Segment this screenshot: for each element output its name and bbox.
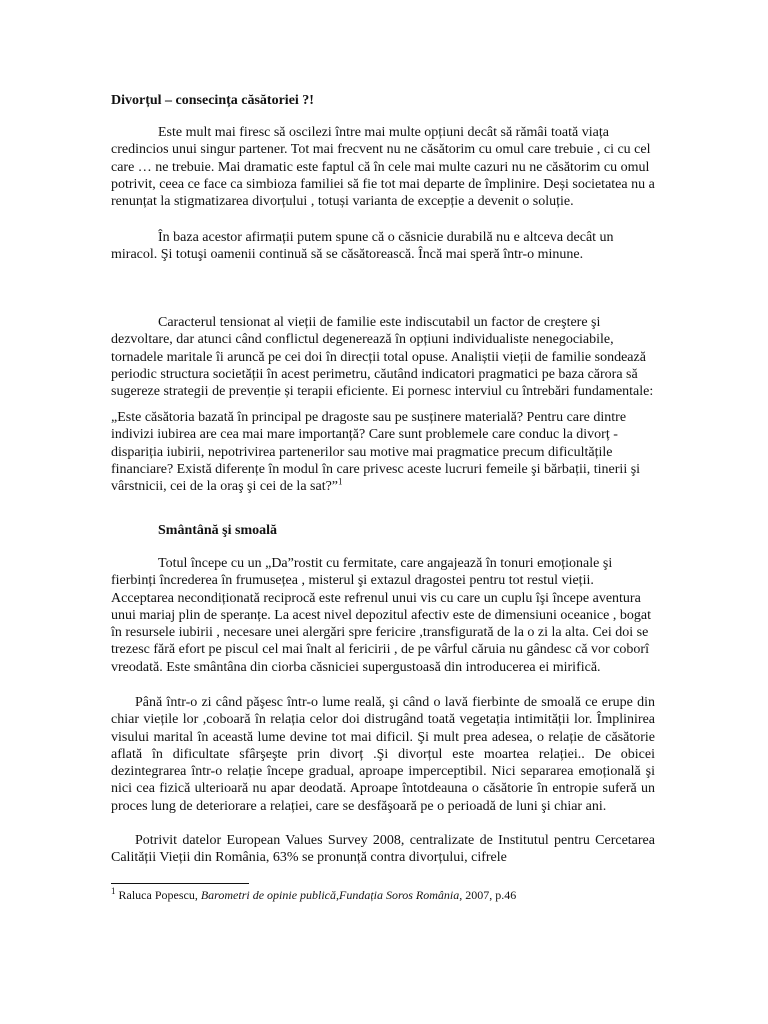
paragraph-survey: Potrivit datelor European Values Survey 2008, centralizate de Institutul pentru Cercetarea Calității Vieții din România, 63% se pronunță contra divorțului, cifrele <box>111 833 655 866</box>
section-subtitle: Smântână şi smoală <box>158 523 278 538</box>
footnote <box>111 888 671 903</box>
quote-text: „Este căsătoria bazată în principal pe dragoste sau pe susținere materială? Pentru care dintre indivizi iubirea are cea mai mare importanță? Care sunt problemele care conduc la divorț - dispariția iubirii, nepotrivirea partenerilor sau motive mai pragmatice precum dificultățile financiare? Există diferențe în modul în care privesc aceste lucruri femeile şi bărbații, tinerii şi vârstnicii, cei de la oraş şi cei de la sat?” <box>111 410 641 494</box>
paragraph-reality: Până într-o zi când păşesc într-o lume reală, şi când o lavă fierbinte de smoală ce erupe din chiar viețile lor ,coboară în relația celor doi distrugând toată vegetația intimității lor. Împlinirea visului marital în această lume devine tot mai dificil. Şi mult prea adesea, o relație de căsătorie aflată în dificultate sfârşeşte prin divorț .Şi divorțul este moartea relației.. De obicei dezintegrarea într-o relație începe gradual, aproape imperceptibil. Nici separarea emoțională şi nici cea fizică ulterioară nu apar deodată. Aproape întotdeauna o căsătorie în entropie suferă un proces lung de deteriorare a relației, care se desfăşoară pe o perioadă de luni şi chiar ani. <box>111 695 655 814</box>
footnote-number: 1 <box>111 886 116 896</box>
paragraph-quote <box>111 409 655 495</box>
footnote-reference: 1 <box>338 476 343 487</box>
paragraph-miracle: În baza acestor afirmații putem spune că o căsnicie durabilă nu e altceva decât un miracol. Şi totuşi oamenii continuă să se căsătorească. Încă mai speră într-o minune. <box>111 230 614 263</box>
footnote-author: Raluca Popescu, <box>118 888 201 902</box>
footnote-separator <box>111 883 249 884</box>
footnote-work: Barometri de opinie publică,Fundația Soros România, <box>200 888 463 902</box>
document-title: Divorțul – consecința căsătoriei ?! <box>111 93 314 108</box>
footnote-details: 2007, p.46 <box>462 888 517 902</box>
paragraph-tension: Caracterul tensionat al vieții de familie este indiscutabil un factor de creştere şi dezvoltare, dar atunci când conflictul degenerează în opțiuni individualiste nenegociabile, tornadele maritale îi aruncă pe cei doi în direcții total opuse. Analiștii vieții de familie sondează periodic structura societății în acest perimetru, căutând indicatori pragmatici pe baza cărora să sugereze strategii de prevenție și terapii eficiente. Ei pornesc interviul cu întrebări fundamentale: <box>111 315 654 399</box>
paragraph-intro: Este mult mai firesc să oscilezi între mai multe opțiuni decât să rămâi toată viața credincios unui singur partener. Tot mai frecvent nu ne căsătorim cu omul care trebuie , ci cu cel care … ne trebuie. Mai dramatic este faptul că în cele mai multe cazuri nu ne căsătorim cu omul potrivit, ceea ce face ca simbioza familiei să fie tot mai departe de împlinire. Deși societatea nu a renunțat la stigmatizarea divorțului , totuși varianta de excepție a devenit o soluție. <box>111 125 655 209</box>
paragraph-beginning: Totul începe cu un „Da”rostit cu fermitate, care angajează în tonuri emoționale şi fierbinți încrederea în frumusețea , misterul şi extazul dragostei pentru tot restul vieții. Acceptarea necondiționată reciprocă este refrenul unui vis cu care un cuplu îşi începe aventura unui mariaj plin de speranțe. La acest nivel depozitul afectiv este de dimensiuni oceanice , bogat în resursele iubirii , necesare unei alergări spre fericire ,transfigurată de la o zi la alta. Cei doi se trezesc fără efort pe piscul cel mai înalt al fericirii , de pe vârful căruia nu gândesc că vor coborî vreodată. Este smântâna din ciorba căsniciei supergustoasă din introducerea ei mirifică. <box>111 556 651 675</box>
